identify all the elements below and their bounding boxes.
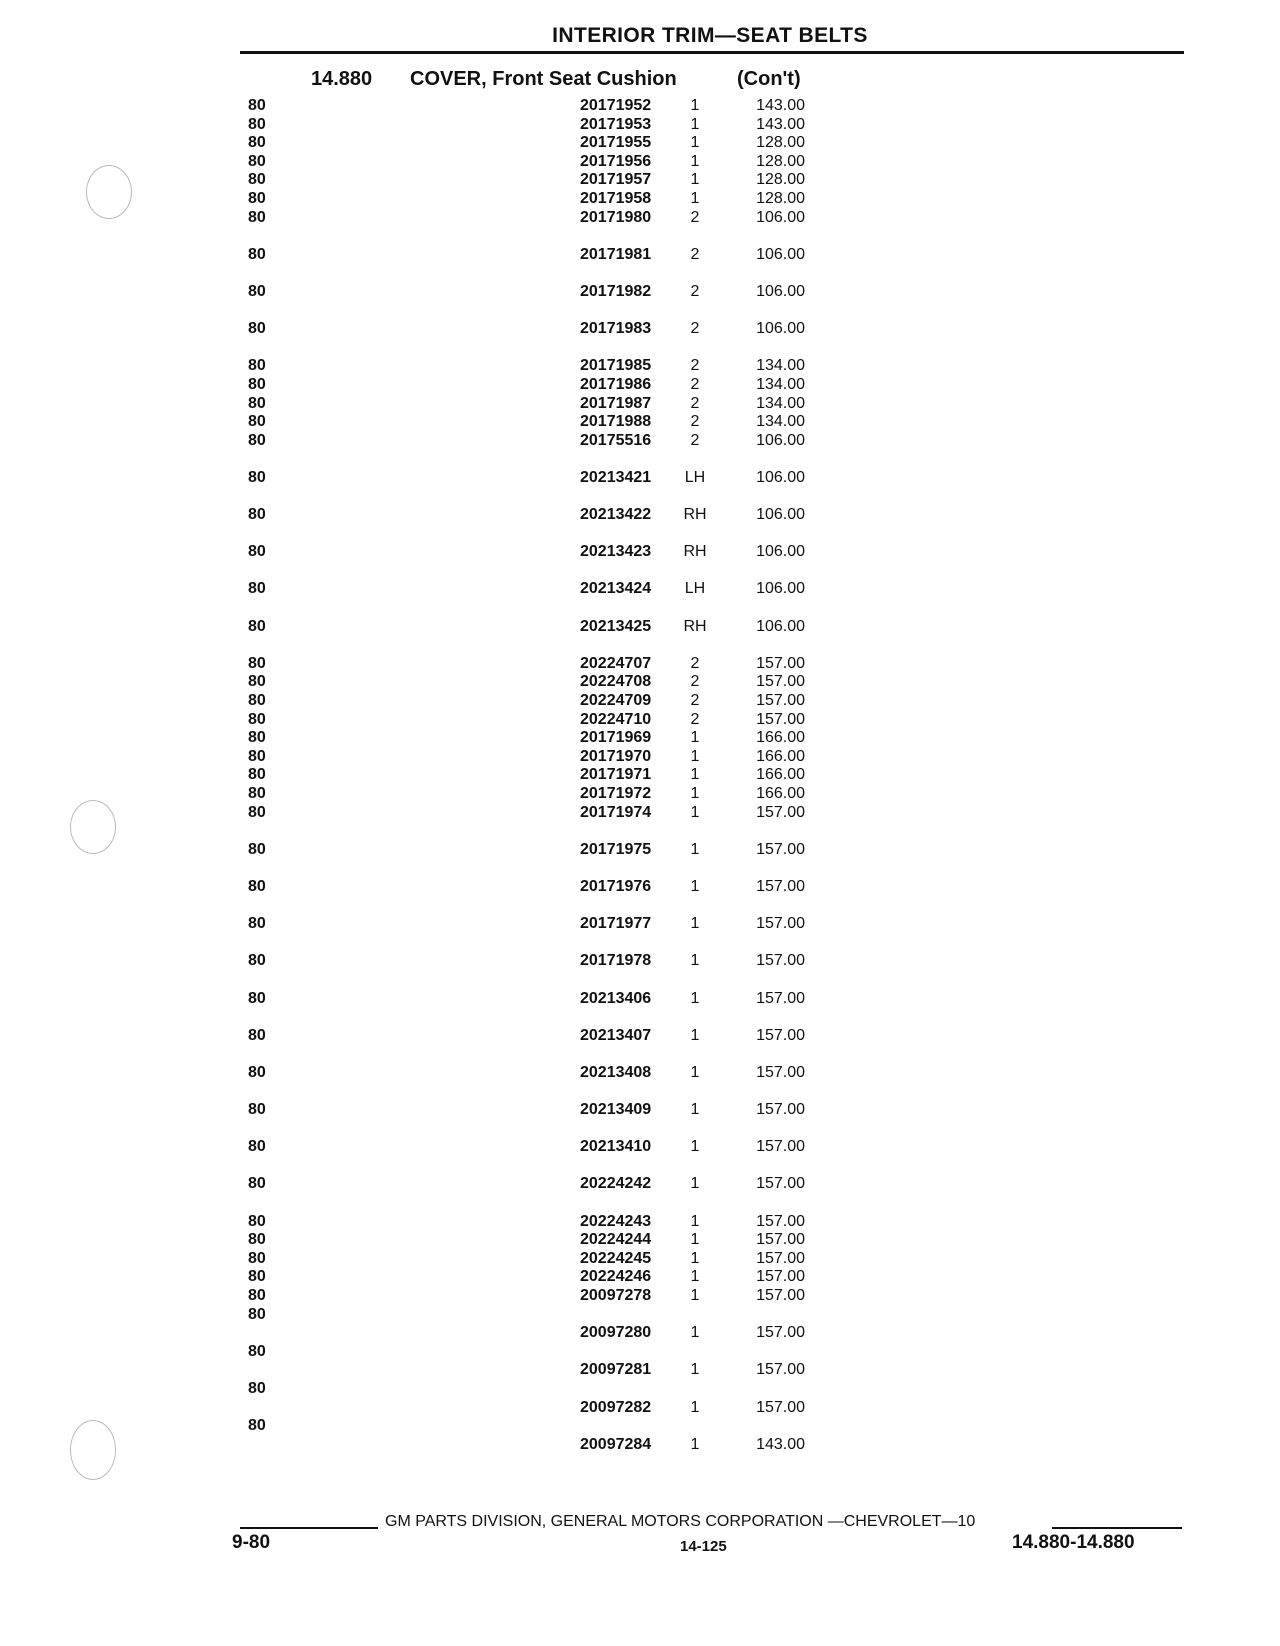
parts-row (0, 952, 1280, 989)
price: 157.00 (756, 1101, 805, 1119)
parts-row (0, 804, 1280, 841)
parts-row (0, 506, 1280, 543)
quantity: 1 (690, 1324, 700, 1342)
price: 106.00 (756, 506, 805, 524)
parts-row (0, 766, 1280, 785)
parts-row (0, 171, 1280, 190)
part-number: 20171952 (580, 97, 652, 114)
price: 157.00 (756, 1361, 805, 1379)
part-number: 20171958 (580, 189, 652, 207)
parts-row (0, 153, 1280, 172)
section-number: 14.880 (311, 68, 373, 90)
parts-row (0, 990, 1280, 1027)
parts-row (0, 1287, 1280, 1306)
price: 157.00 (756, 710, 805, 728)
group-number: 80 (248, 654, 266, 672)
part-number: 20097280 (580, 1324, 652, 1342)
part-number: 20097281 (580, 1361, 652, 1379)
group-number: 80 (248, 1417, 266, 1435)
price: 166.00 (756, 747, 805, 765)
group-number: 80 (248, 152, 266, 170)
parts-row (0, 1175, 1280, 1212)
group-number: 80 (248, 1305, 266, 1323)
parts-row (0, 190, 1280, 209)
price: 143.00 (756, 97, 805, 114)
parts-row (0, 1306, 1280, 1343)
section-heading (0, 68, 1280, 92)
price: 157.00 (756, 1324, 805, 1342)
footer-page-number: 14-125 (680, 1538, 727, 1555)
quantity: 1 (690, 115, 700, 133)
price: 157.00 (756, 1268, 805, 1286)
parts-row (0, 320, 1280, 357)
price: 134.00 (756, 394, 805, 412)
price: 157.00 (756, 1175, 805, 1193)
group-number: 80 (248, 189, 266, 207)
part-number: 20171986 (580, 375, 652, 393)
price: 157.00 (756, 692, 805, 709)
group-number: 80 (248, 1268, 266, 1286)
price: 157.00 (756, 1398, 805, 1416)
parts-row (0, 469, 1280, 506)
part-number: 20171971 (580, 766, 652, 784)
price: 128.00 (756, 134, 805, 152)
quantity: 1 (690, 1101, 700, 1119)
price: 106.00 (756, 282, 805, 300)
price: 157.00 (756, 1026, 805, 1044)
parts-row (0, 134, 1280, 153)
part-number: 20213408 (580, 1063, 652, 1081)
quantity: 1 (690, 1398, 700, 1416)
parts-row (0, 97, 1280, 116)
price: 157.00 (756, 952, 805, 970)
price: 157.00 (756, 803, 805, 821)
price: 106.00 (756, 543, 805, 561)
price: 106.00 (756, 580, 805, 598)
quantity: 1 (690, 1361, 700, 1379)
part-number: 20171976 (580, 877, 652, 895)
part-number: 20171955 (580, 134, 652, 152)
parts-row (0, 209, 1280, 246)
quantity: 1 (690, 747, 700, 765)
section-title: COVER, Front Seat Cushion (410, 68, 677, 90)
quantity: 1 (690, 729, 700, 747)
parts-row (0, 1250, 1280, 1269)
price: 128.00 (756, 189, 805, 207)
parts-row (0, 692, 1280, 711)
quantity: 1 (690, 840, 700, 858)
price: 157.00 (756, 1231, 805, 1249)
part-number: 20171972 (580, 784, 652, 802)
part-number: 20224243 (580, 1212, 652, 1230)
quantity: 1 (690, 989, 700, 1007)
price: 157.00 (756, 1212, 805, 1230)
quantity: 1 (690, 171, 700, 189)
parts-row (0, 1454, 1280, 1510)
group-number: 80 (248, 1063, 266, 1081)
parts-row (0, 1268, 1280, 1287)
quantity: 1 (690, 1026, 700, 1044)
part-number: 20171977 (580, 915, 652, 933)
quantity: 1 (690, 97, 700, 114)
quantity: 2 (690, 375, 700, 393)
group-number: 80 (248, 375, 266, 393)
group-number: 80 (248, 989, 266, 1007)
price: 157.00 (756, 1287, 805, 1304)
parts-row (0, 655, 1280, 674)
price: 134.00 (756, 375, 805, 393)
quantity: 1 (690, 1249, 700, 1267)
quantity: LH (684, 580, 706, 598)
price: 166.00 (756, 766, 805, 784)
parts-row (0, 1213, 1280, 1232)
quantity: 2 (690, 431, 700, 449)
footer-rule (1052, 1527, 1182, 1529)
group-number: 80 (248, 673, 266, 691)
price: 157.00 (756, 673, 805, 691)
parts-row (0, 357, 1280, 376)
price: 106.00 (756, 208, 805, 226)
group-number: 80 (248, 617, 266, 635)
group-number: 80 (248, 1231, 266, 1249)
quantity: 2 (690, 357, 700, 375)
page-header-title: INTERIOR TRIM—SEAT BELTS (552, 24, 868, 47)
quantity: 1 (690, 766, 700, 784)
parts-row (0, 841, 1280, 878)
quantity: 1 (690, 134, 700, 152)
group-number: 80 (248, 952, 266, 970)
price: 106.00 (756, 320, 805, 338)
price: 157.00 (756, 1249, 805, 1267)
quantity: 1 (690, 189, 700, 207)
part-number: 20213406 (580, 989, 652, 1007)
group-number: 80 (248, 803, 266, 821)
quantity: RH (683, 543, 707, 561)
parts-row (0, 1101, 1280, 1138)
section-continued: (Con't) (737, 68, 801, 90)
group-number: 80 (248, 208, 266, 226)
parts-row (0, 246, 1280, 283)
parts-row (0, 580, 1280, 617)
price: 166.00 (756, 729, 805, 747)
quantity: 1 (690, 803, 700, 821)
part-number: 20224246 (580, 1268, 652, 1286)
price: 157.00 (756, 1063, 805, 1081)
part-number: 20171956 (580, 152, 652, 170)
price: 157.00 (756, 1138, 805, 1156)
part-number: 20213409 (580, 1101, 652, 1119)
price: 106.00 (756, 431, 805, 449)
part-number: 20224242 (580, 1175, 652, 1193)
footer-publisher: GM PARTS DIVISION, GENERAL MOTORS CORPORATION —CHEVROLET—10 (385, 1513, 976, 1530)
part-number: 20171978 (580, 952, 652, 970)
group-number: 80 (248, 468, 266, 486)
group-number: 80 (248, 1175, 266, 1193)
part-number: 20171980 (580, 208, 652, 226)
group-number: 80 (248, 1287, 266, 1304)
part-number: 20224245 (580, 1249, 652, 1267)
price: 157.00 (756, 840, 805, 858)
group-number: 80 (248, 747, 266, 765)
price: 134.00 (756, 413, 805, 431)
group-number: 80 (248, 840, 266, 858)
quantity: 2 (690, 654, 700, 672)
group-number: 80 (248, 692, 266, 709)
quantity: 1 (690, 1138, 700, 1156)
parts-row (0, 673, 1280, 692)
group-number: 80 (248, 115, 266, 133)
quantity: 2 (690, 413, 700, 431)
parts-row (0, 1027, 1280, 1064)
footer-date: 9-80 (232, 1532, 271, 1553)
parts-row (0, 543, 1280, 580)
quantity: RH (683, 506, 707, 524)
part-number: 20097284 (580, 1435, 652, 1453)
part-number: 20213407 (580, 1026, 652, 1044)
part-number: 20224709 (580, 692, 652, 709)
parts-row (0, 785, 1280, 804)
group-number: 80 (248, 1249, 266, 1267)
part-number: 20213423 (580, 543, 652, 561)
part-number: 20171983 (580, 320, 652, 338)
price: 128.00 (756, 171, 805, 189)
parts-row (0, 878, 1280, 915)
parts-row (0, 748, 1280, 767)
quantity: LH (684, 468, 706, 486)
price: 157.00 (756, 915, 805, 933)
group-number: 80 (248, 171, 266, 189)
quantity: 2 (690, 208, 700, 226)
parts-row (0, 1380, 1280, 1417)
part-number: 20171985 (580, 357, 652, 375)
quantity: 1 (690, 915, 700, 933)
group-number: 80 (248, 1212, 266, 1230)
price: 106.00 (756, 617, 805, 635)
part-number: 20171953 (580, 115, 652, 133)
parts-row (0, 395, 1280, 414)
part-number: 20171970 (580, 747, 652, 765)
parts-row (0, 432, 1280, 469)
parts-row (0, 729, 1280, 748)
parts-row (0, 1343, 1280, 1380)
part-number: 20171957 (580, 171, 652, 189)
group-number: 80 (248, 729, 266, 747)
part-number: 20171974 (580, 803, 652, 821)
parts-row (0, 618, 1280, 655)
price: 128.00 (756, 152, 805, 170)
group-number: 80 (248, 543, 266, 561)
part-number: 20171988 (580, 413, 652, 431)
footer-rule (240, 1527, 378, 1529)
parts-row (0, 376, 1280, 395)
quantity: 1 (690, 1231, 700, 1249)
footer-range: 14.880-14.880 (1012, 1532, 1135, 1553)
parts-row (0, 711, 1280, 730)
price: 134.00 (756, 357, 805, 375)
group-number: 80 (248, 506, 266, 524)
part-number: 20213410 (580, 1138, 652, 1156)
quantity: 1 (690, 1287, 700, 1304)
group-number: 80 (248, 320, 266, 338)
quantity: 1 (690, 1212, 700, 1230)
quantity: 2 (690, 282, 700, 300)
group-number: 80 (248, 394, 266, 412)
quantity: 1 (690, 1268, 700, 1286)
part-number: 20213421 (580, 468, 652, 486)
quantity: 1 (690, 1063, 700, 1081)
price: 166.00 (756, 784, 805, 802)
quantity: 2 (690, 320, 700, 338)
quantity: 1 (690, 1175, 700, 1193)
price: 157.00 (756, 989, 805, 1007)
group-number: 80 (248, 877, 266, 895)
group-number: 80 (248, 134, 266, 152)
parts-row (0, 1231, 1280, 1250)
part-number: 20171981 (580, 245, 652, 263)
group-number: 80 (248, 1026, 266, 1044)
part-number: 20171969 (580, 729, 652, 747)
parts-row (0, 915, 1280, 952)
part-number: 20213425 (580, 617, 652, 635)
group-number: 80 (248, 282, 266, 300)
group-number: 80 (248, 1379, 266, 1397)
part-number: 20097278 (580, 1287, 652, 1304)
group-number: 80 (248, 1342, 266, 1360)
price: 157.00 (756, 654, 805, 672)
part-number: 20213424 (580, 580, 652, 598)
header-rule (240, 51, 1184, 54)
part-number: 20171975 (580, 840, 652, 858)
group-number: 80 (248, 1138, 266, 1156)
group-number: 80 (248, 710, 266, 728)
parts-row (0, 1064, 1280, 1101)
quantity: 2 (690, 673, 700, 691)
price: 106.00 (756, 468, 805, 486)
group-number: 80 (248, 245, 266, 263)
parts-list (0, 97, 1280, 1510)
quantity: 1 (690, 877, 700, 895)
part-number: 20171982 (580, 282, 652, 300)
part-number: 20213422 (580, 506, 652, 524)
parts-row (0, 413, 1280, 432)
quantity: 2 (690, 245, 700, 263)
parts-row (0, 116, 1280, 135)
parts-row (0, 283, 1280, 320)
parts-row (0, 1138, 1280, 1175)
quantity: 1 (690, 152, 700, 170)
group-number: 80 (248, 357, 266, 375)
group-number: 80 (248, 1101, 266, 1119)
price: 106.00 (756, 245, 805, 263)
quantity: 1 (690, 784, 700, 802)
group-number: 80 (248, 97, 266, 114)
group-number: 80 (248, 413, 266, 431)
price: 143.00 (756, 115, 805, 133)
group-number: 80 (248, 784, 266, 802)
quantity: 2 (690, 710, 700, 728)
quantity: RH (683, 617, 707, 635)
parts-row (0, 1417, 1280, 1454)
price: 143.00 (756, 1435, 805, 1453)
part-number: 20224244 (580, 1231, 652, 1249)
part-number: 20175516 (580, 431, 652, 449)
part-number: 20171987 (580, 394, 652, 412)
part-number: 20224708 (580, 673, 652, 691)
price: 157.00 (756, 877, 805, 895)
quantity: 2 (690, 692, 700, 709)
group-number: 80 (248, 580, 266, 598)
group-number: 80 (248, 766, 266, 784)
quantity: 2 (690, 394, 700, 412)
part-number: 20224710 (580, 710, 652, 728)
part-number: 20097282 (580, 1398, 652, 1416)
quantity: 1 (690, 1435, 700, 1453)
group-number: 80 (248, 915, 266, 933)
quantity: 1 (690, 952, 700, 970)
part-number: 20224707 (580, 654, 652, 672)
group-number: 80 (248, 431, 266, 449)
